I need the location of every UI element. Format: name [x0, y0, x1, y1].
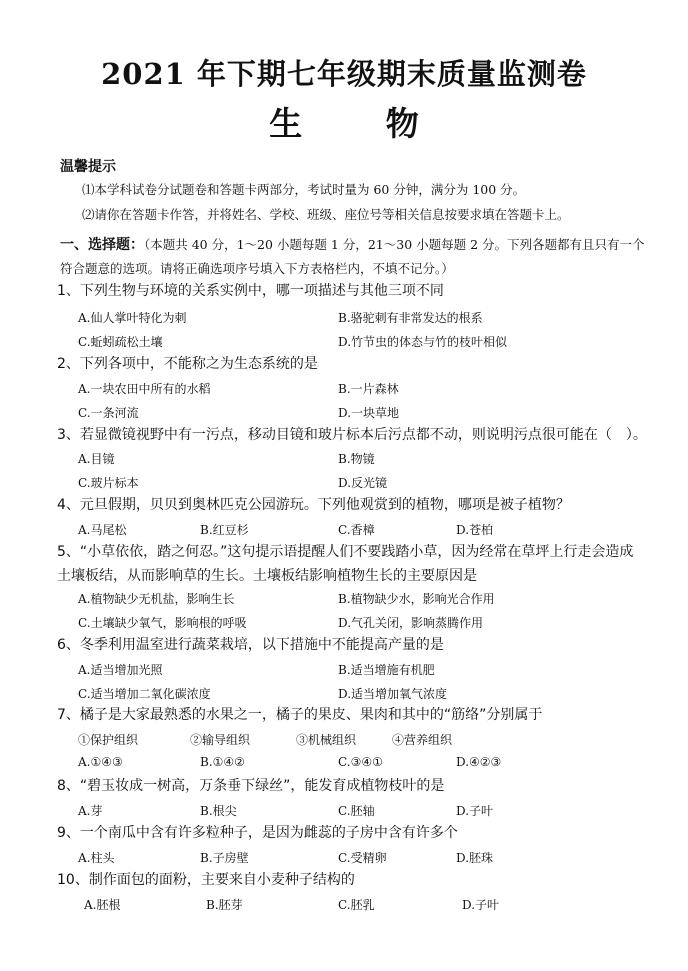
- option: A.仙人掌叶特化为刺: [78, 311, 187, 325]
- option: B.红豆杉: [200, 523, 249, 537]
- section-heading: [60, 233, 650, 280]
- option: A.适当增加光照: [78, 663, 163, 677]
- option: D.竹节虫的体态与竹的枝叶相似: [338, 335, 508, 349]
- question-stem: 8、“碧玉妆成一树高，万条垂下绿丝”，能发育成植物枝叶的是: [57, 778, 445, 794]
- option: B.一片森林: [338, 382, 399, 396]
- question-stem: 5、“小草依依，踏之何忍。”这句提示语提醒人们不要践踏小草，因为经常在草坪上行走会造成土壤板结，从而影响草的生长。土壤板结影响植物生长的主要原因是: [57, 544, 634, 584]
- option: C.③④①: [338, 755, 383, 769]
- option: A.胚根: [84, 898, 121, 912]
- tissue-item: ④营养组织: [392, 733, 453, 747]
- question-stem: 3、若显微镜视野中有一污点，移动目镜和玻片标本后污点都不动，则说明污点很可能在（ ）。: [57, 427, 647, 443]
- option: D.子叶: [462, 898, 500, 912]
- question-stem: 4、元旦假期，贝贝到奥林匹克公园游玩。下列他观赏到的植物，哪项是被子植物？: [57, 497, 570, 513]
- option: A.目镜: [78, 452, 115, 466]
- option: B.子房壁: [200, 851, 249, 865]
- option: A.马尾松: [78, 523, 127, 537]
- option: A.柱头: [78, 851, 115, 865]
- option: A.①④③: [78, 755, 123, 769]
- option: A.一块农田中所有的水稻: [78, 382, 211, 396]
- option: C.土壤缺少氧气，影响根的呼吸: [78, 616, 247, 630]
- question-stem: 10、制作面包的面粉，主要来自小麦种子结构的: [57, 872, 355, 888]
- question-stem: 9、一个南瓜中含有许多粒种子，是因为雌蕊的子房中含有许多个: [57, 825, 458, 841]
- option: D.反光镜: [338, 476, 388, 490]
- section-description: （本题共 40 分，1～20 小题每题 1 分，21～30 小题每题 2 分。下列各题都有且只有一个符合题意的选项。请将正确选项序号填入下方表格栏内，不填不记分。）: [60, 237, 645, 276]
- question-stem: 7、橘子是大家最熟悉的水果之一，橘子的果皮、果肉和其中的“筋络”分别属于: [57, 707, 543, 723]
- tissue-item: ③机械组织: [296, 733, 357, 747]
- option: C.香樟: [338, 523, 375, 537]
- option: D.④②③: [456, 755, 502, 769]
- option: B.物镜: [338, 452, 375, 466]
- exam-title: 2021 年下期七年级期末质量监测卷: [101, 57, 587, 91]
- question-stem: 2、下列各项中，不能称之为生态系统的是: [57, 356, 318, 372]
- option: C.受精卵: [338, 851, 387, 865]
- tip-item: ⑵请你在答题卡作答，并将姓名、学校、班级、座位号等相关信息按要求填在答题卡上。: [82, 207, 570, 222]
- option: B.植物缺少水，影响光合作用: [338, 592, 495, 606]
- option: B.胚芽: [206, 898, 243, 912]
- tissue-item: ②输导组织: [190, 733, 251, 747]
- question-stem: 6、冬季利用温室进行蔬菜栽培，以下措施中不能提高产量的是: [57, 637, 444, 653]
- tissue-item: ①保护组织: [78, 733, 139, 747]
- option: D.适当增加氧气浓度: [338, 687, 448, 701]
- option: B.①④②: [200, 755, 245, 769]
- option: D.子叶: [456, 804, 494, 818]
- option: D.苍柏: [456, 523, 494, 537]
- section-title: 一、选择题：: [60, 237, 144, 253]
- question-stem: 1、下列生物与环境的关系实例中，哪一项描述与其他三项不同: [57, 283, 444, 299]
- subject-title: 生 物: [269, 104, 455, 143]
- option: B.适当增施有机肥: [338, 663, 435, 677]
- option: A.植物缺少无机盐，影响生长: [78, 592, 235, 606]
- option: C.适当增加二氧化碳浓度: [78, 687, 211, 701]
- option: C.蚯蚓疏松土壤: [78, 335, 163, 349]
- option: D.气孔关闭，影响蒸腾作用: [338, 616, 484, 630]
- option: A.芽: [78, 804, 103, 818]
- option: B.根尖: [200, 804, 237, 818]
- option: D.一块草地: [338, 406, 400, 420]
- option: B.骆驼刺有非常发达的根系: [338, 311, 483, 325]
- option: D.胚珠: [456, 851, 494, 865]
- option: C.胚乳: [338, 898, 375, 912]
- tips-heading: 温馨提示: [60, 159, 116, 175]
- option: C.玻片标本: [78, 476, 139, 490]
- option: C.一条河流: [78, 406, 139, 420]
- tip-item: ⑴本学科试卷分试题卷和答题卡两部分，考试时量为 60 分钟，满分为 100 分。: [82, 182, 526, 197]
- option: C.胚轴: [338, 804, 375, 818]
